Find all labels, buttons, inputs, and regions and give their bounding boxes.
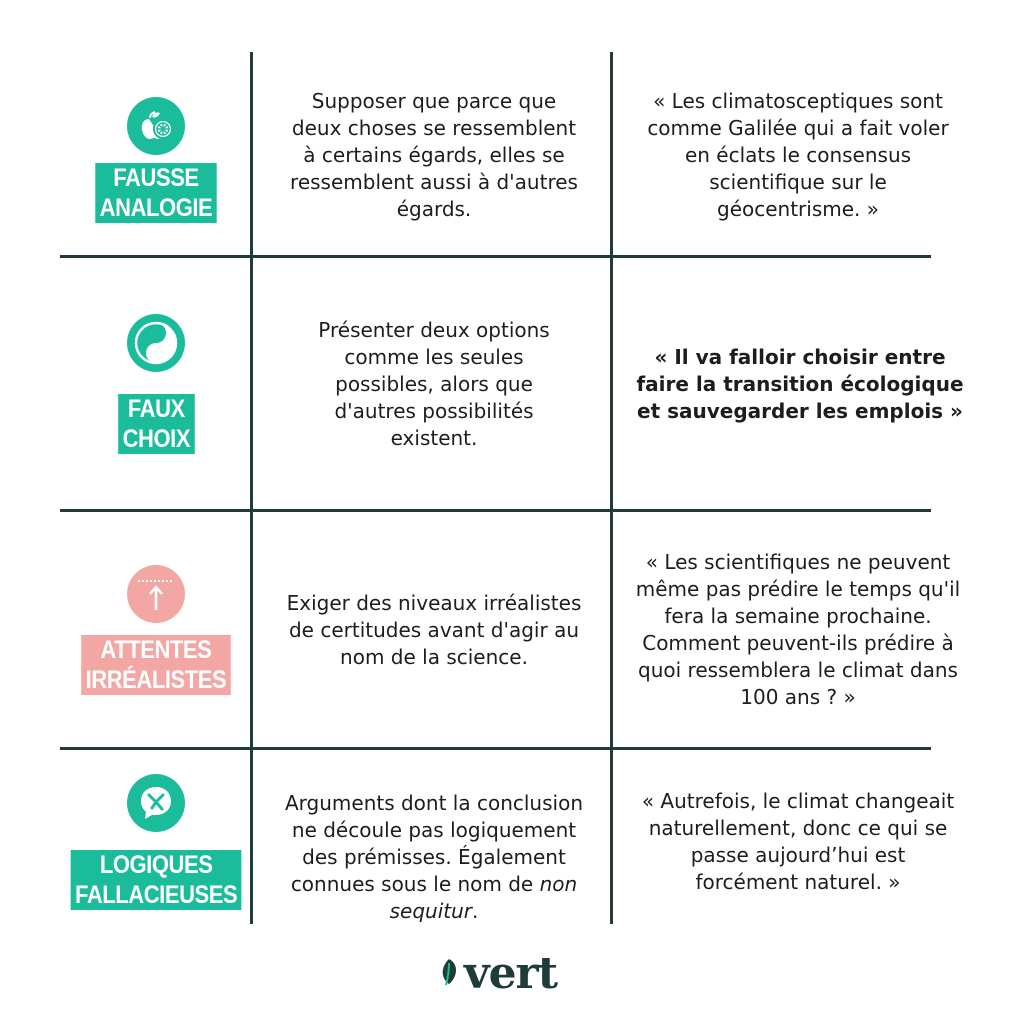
row-4-definition [266, 772, 602, 942]
example-text: « Autrefois, le climat changeait naturellement, donc ce qui se passe aujourd’hui est forcément naturel. » [641, 789, 955, 894]
row-3-definition [266, 516, 602, 744]
tag-line: LOGIQUES [99, 851, 213, 879]
row-4-example [626, 754, 970, 930]
row-1-label [60, 60, 252, 250]
example-text: « Les climatosceptiques sont comme Galilée qui a fait voler en éclats le consensus scientifique sur le géocentrisme. » [647, 88, 949, 221]
definition-italic: non sequitur [389, 871, 578, 923]
fallacy-tag [118, 394, 194, 454]
definition-text: Présenter deux options comme les seules possibles, alors que d'autres possibilités existent. [318, 317, 550, 450]
yin-yang-icon [127, 314, 185, 372]
row-divider-3 [60, 747, 931, 750]
logo-wordmark: vert [464, 948, 558, 999]
row-divider-2 [60, 509, 931, 512]
tag-line: ATTENTES [100, 636, 212, 664]
row-2-label [60, 262, 252, 506]
fallacy-tag [71, 850, 242, 910]
fallacy-tag [81, 635, 230, 695]
tag-line: FAUSSE [113, 164, 199, 192]
definition-text [274, 790, 594, 925]
tag-line: FAUX [127, 395, 185, 423]
row-1-example [626, 60, 970, 250]
leaf-icon [438, 957, 460, 991]
tag-line: IRRÉALISTES [85, 666, 227, 694]
row-1-definition [266, 60, 602, 250]
row-2-example [620, 262, 980, 506]
row-divider-1 [60, 255, 931, 258]
high-bar-arrow-icon [127, 565, 185, 623]
definition-text: Exiger des niveaux irréalistes de certitudes avant d'agir au nom de la science. [286, 590, 582, 669]
definition-end: . [472, 898, 479, 923]
row-2-definition [266, 262, 602, 506]
column-divider-2 [610, 52, 613, 924]
apple-orange-icon [127, 97, 185, 155]
example-text: « Il va falloir choisir entre faire la transition écologique et sauvegarder les emplois » [636, 344, 964, 423]
tag-line: ANALOGIE [99, 194, 213, 222]
row-3-label [60, 516, 252, 744]
row-4-label [60, 754, 252, 930]
example-text: « Les scientifiques ne peuvent même pas prédire le temps qu'il fera la semaine prochaine. Comment peuvent-ils prédire à quoi ressemblera le climat dans 100 ans ? » [635, 550, 961, 709]
fallacy-tag [95, 163, 216, 223]
tag-line: CHOIX [122, 425, 190, 453]
row-3-example [626, 516, 970, 744]
broken-logic-bubble-icon [127, 774, 185, 832]
definition-text: Supposer que parce que deux choses se ressemblent à certains égards, elles se ressemblent aussi à d'autres égards. [290, 88, 578, 221]
definition-main: Arguments dont la conclusion ne découle pas logiquement des prémisses. Également connues sous le nom de [284, 790, 583, 896]
vert-logo [438, 950, 598, 998]
tag-line: FALLACIEUSES [74, 881, 238, 909]
